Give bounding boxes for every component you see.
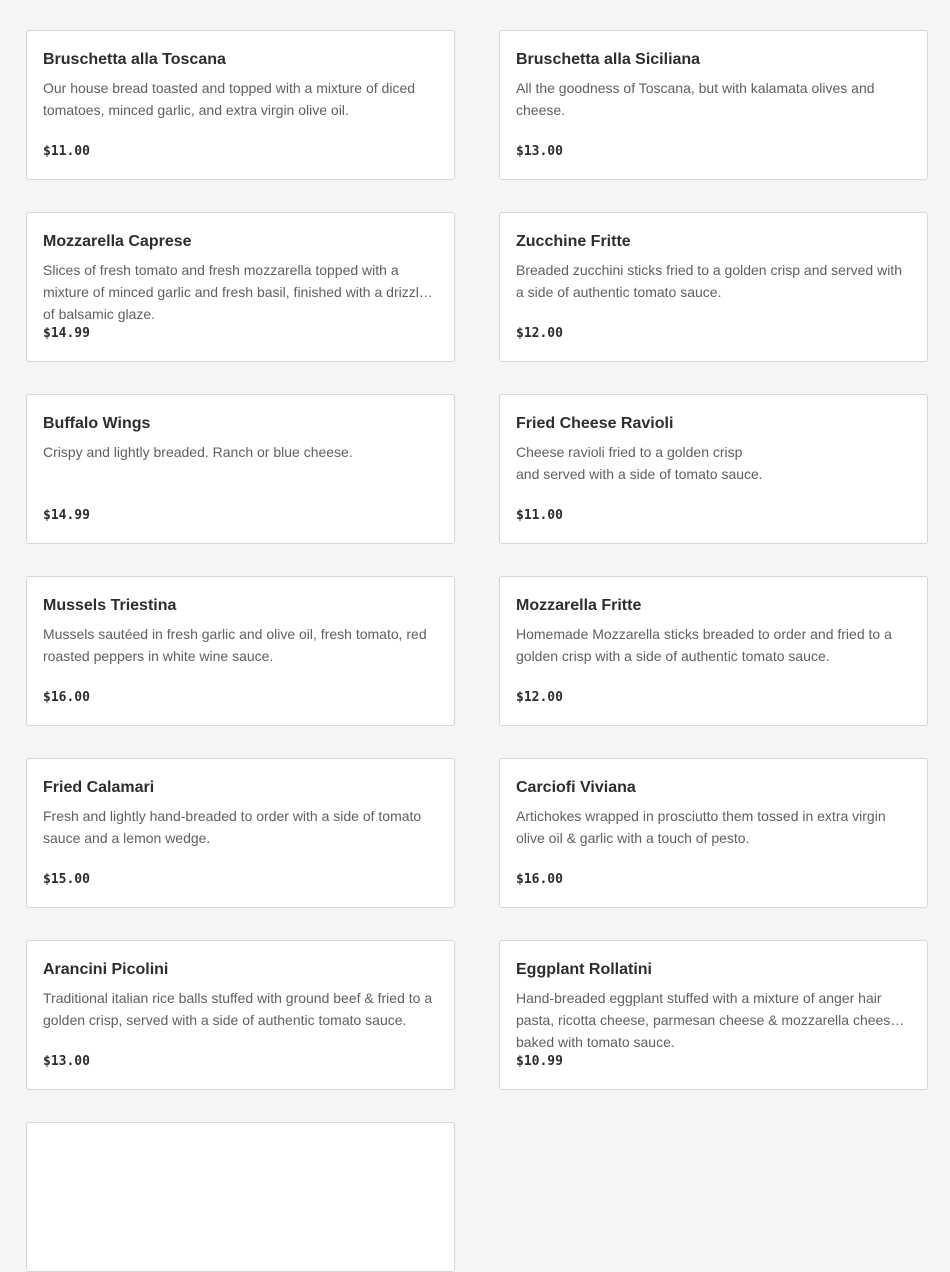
menu-item-name: Buffalo Wings [43, 415, 151, 432]
menu-item-description: Homemade Mozzarella sticks breaded to order and fried to a golden crisp with a side of authentic tomato sauce. [516, 626, 892, 664]
menu-item-card[interactable] [499, 212, 928, 362]
menu-item-card[interactable] [499, 30, 928, 180]
menu-item-name: Fried Cheese Ravioli [516, 415, 674, 432]
menu-item-price: $10.99 [516, 1054, 563, 1069]
menu-item-description: Crispy and lightly breaded. Ranch or blue cheese. [43, 444, 353, 460]
menu-item-card[interactable] [26, 30, 455, 180]
menu-item-card[interactable] [499, 940, 928, 1090]
menu-item-price: $16.00 [43, 690, 90, 705]
menu-item-price: $11.00 [43, 144, 90, 159]
menu-item-price: $13.00 [516, 144, 563, 159]
menu-item-price: $14.99 [43, 508, 90, 523]
menu-item-card[interactable] [499, 758, 928, 908]
menu-item-description: Cheese ravioli fried to a golden crisp and served with a side of tomato sauce. [516, 444, 763, 482]
menu-item-price: $11.00 [516, 508, 563, 523]
menu-item-description: All the goodness of Toscana, but with kalamata olives and cheese. [516, 80, 875, 118]
menu-item-price: $16.00 [516, 872, 563, 887]
menu-item-name: Mozzarella Caprese [43, 233, 192, 250]
menu-item-description [43, 1149, 438, 1193]
menu-item-description: Traditional italian rice balls stuffed with ground beef & fried to a golden crisp, served with a side of authentic tomato sauce. [43, 990, 433, 1028]
menu-item-name: Arancini Picolini [43, 961, 169, 978]
menu-item-price: $15.00 [43, 872, 90, 887]
menu-item-description: Slices of fresh tomato and fresh mozzarella topped with a mixture of minced garlic and fresh basil, finished with a drizzle of balsamic glaze. [43, 262, 427, 322]
menu-item-card[interactable] [26, 1122, 455, 1272]
menu-item-card[interactable] [26, 758, 455, 908]
menu-item-name: Zucchine Fritte [516, 233, 631, 250]
menu-item-price: $13.00 [43, 1054, 90, 1069]
menu-item-description: Fresh and lightly hand-breaded to order with a side of tomato sauce and a lemon wedge. [43, 808, 422, 846]
menu-item-price: $12.00 [516, 690, 563, 705]
menu-item-name: Bruschetta alla Toscana [43, 51, 226, 68]
menu-item-description: Our house bread toasted and topped with a mixture of diced tomatoes, minced garlic, and extra virgin olive oil. [43, 80, 416, 118]
menu-item-card[interactable] [499, 576, 928, 726]
menu-item-card[interactable] [499, 394, 928, 544]
menu-item-name: Bruschetta alla Siciliana [516, 51, 701, 68]
menu-item-description: Hand-breaded eggplant stuffed with a mixture of anger hair pasta, ricotta cheese, parmesan cheese & mozzarella cheese, baked with tomato sauce. [516, 990, 902, 1050]
menu-item-price: $12.00 [516, 326, 563, 341]
menu-item-name: Carciofi Viviana [516, 779, 636, 796]
menu-item-name: Fried Calamari [43, 779, 155, 796]
menu-item-name: Mussels Triestina [43, 597, 177, 614]
menu-item-price: $14.99 [43, 326, 90, 341]
menu-item-card[interactable] [26, 940, 455, 1090]
menu-item-card[interactable] [26, 212, 455, 362]
menu-item-name: Eggplant Rollatini [516, 961, 652, 978]
menu-item-card[interactable] [26, 576, 455, 726]
menu-item-card[interactable] [26, 394, 455, 544]
menu-item-name: Mozzarella Fritte [516, 597, 642, 614]
menu-item-description: Breaded zucchini sticks fried to a golden crisp and served with a side of authentic tomato sauce. [516, 262, 902, 300]
menu-item-description: Artichokes wrapped in prosciutto them tossed in extra virgin olive oil & garlic with a touch of pesto. [516, 808, 886, 846]
menu-item-description: Mussels sautéed in fresh garlic and olive oil, fresh tomato, red roasted peppers in white wine sauce. [43, 626, 427, 664]
